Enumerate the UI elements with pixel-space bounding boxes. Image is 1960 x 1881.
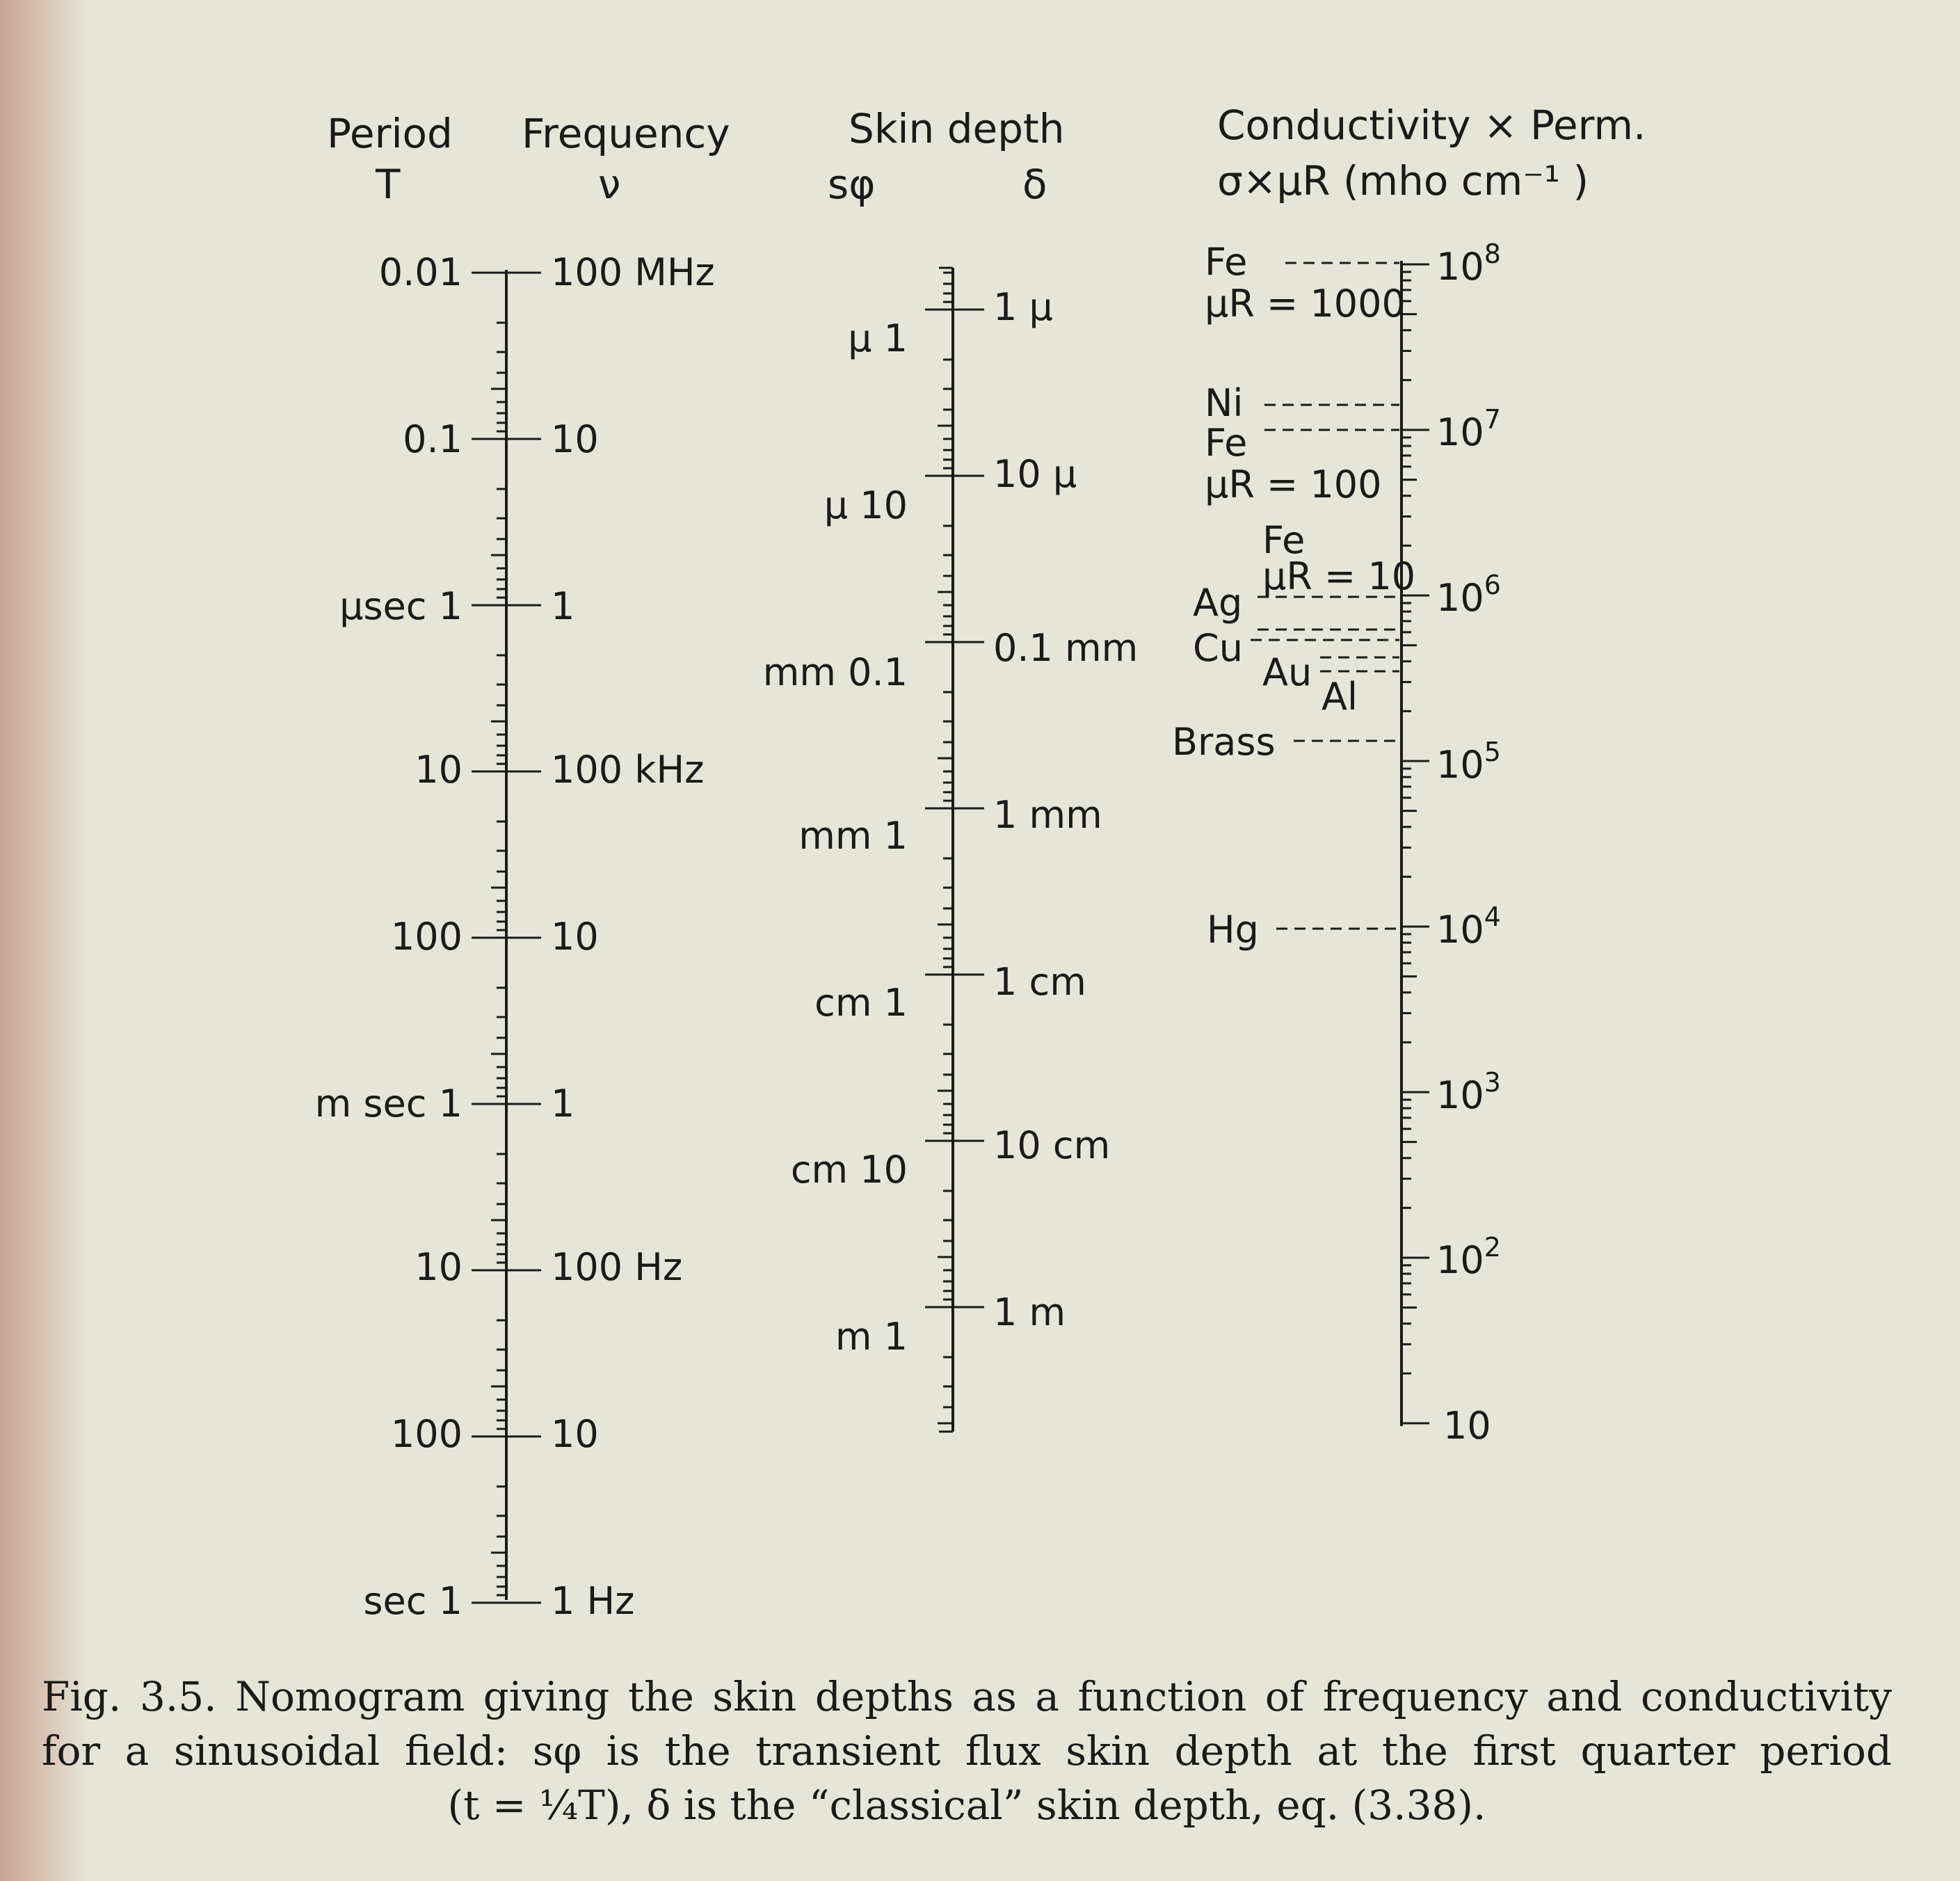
frequency-label: 10 <box>551 417 599 461</box>
frequency-label: 100 Hz <box>551 1245 683 1289</box>
delta-label: 1 μ <box>993 285 1053 329</box>
period-label: sec 1 <box>363 1579 463 1623</box>
frequency-label: 10 <box>551 1412 599 1456</box>
s-phi-label: μ 1 <box>848 317 908 360</box>
caption-line-3: (t = ¼T), δ is the “classical” skin depth, eq. (3.38). <box>447 1782 1486 1829</box>
period-symbol: T <box>376 161 401 208</box>
material-brass: Brass <box>1172 720 1276 764</box>
material-fe-1000: Fe <box>1205 240 1248 284</box>
conductivity-label: 10 <box>1443 1404 1491 1448</box>
conductivity-label: $10^4$ <box>1436 902 1501 952</box>
delta-label: 1 m <box>993 1290 1066 1334</box>
delta-label: 1 cm <box>993 960 1086 1004</box>
frequency-symbol: ν <box>598 161 621 208</box>
caption-line-2: for a sinusoidal field: sφ is the transient flux skin depth at the first quarter period <box>42 1727 1892 1775</box>
frequency-header: Frequency <box>522 110 730 157</box>
frequency-label: 100 kHz <box>551 748 705 792</box>
s-phi-label: cm 10 <box>790 1148 908 1192</box>
skin-depth-ticks <box>925 268 984 1432</box>
frequency-label: 1 <box>551 584 575 628</box>
conductivity-label: $10^7$ <box>1436 404 1501 454</box>
delta-label: 0.1 mm <box>993 626 1139 670</box>
conductivity-header: Conductivity × Perm. <box>1217 102 1646 149</box>
delta-label: 1 mm <box>993 793 1102 837</box>
s-phi-label: μ 10 <box>824 483 908 527</box>
s-phi-label: cm 1 <box>814 981 908 1025</box>
conductivity-label: $10^3$ <box>1436 1067 1501 1117</box>
period-label: 100 <box>390 1412 463 1456</box>
material-fe-10: Fe <box>1262 518 1306 562</box>
delta-label: 10 cm <box>993 1123 1111 1167</box>
material-fe-10-mu: μR = 10 <box>1262 554 1416 598</box>
frequency-label: 1 <box>551 1082 575 1126</box>
skin-depth-header: Skin depth <box>849 105 1065 152</box>
frequency-label: 100 MHz <box>551 250 715 294</box>
frequency-label: 10 <box>551 915 599 959</box>
s-phi-label: m 1 <box>835 1315 908 1359</box>
material-cu: Cu <box>1193 626 1243 670</box>
delta-label: 10 μ <box>993 452 1077 496</box>
period-label: 0.1 <box>403 417 463 461</box>
material-fe-100-mu: μR = 100 <box>1205 463 1382 506</box>
period-label: m sec 1 <box>314 1082 463 1126</box>
conductivity-symbol: σ×μR (mho cm⁻¹ ) <box>1217 157 1589 205</box>
conductivity-ticks <box>1401 264 1429 1423</box>
material-au: Au <box>1262 650 1312 694</box>
material-fe-1000-mu: μR = 1000 <box>1205 282 1406 326</box>
material-ni: Ni <box>1205 381 1244 425</box>
material-fe-100: Fe <box>1205 421 1248 465</box>
figure-caption <box>42 1670 1892 1832</box>
period-label: 0.01 <box>378 250 463 294</box>
period-label: μsec 1 <box>339 584 463 628</box>
caption-line-1: Fig. 3.5. Nomogram giving the skin depths as a function of frequency and conductivity <box>42 1673 1892 1720</box>
conductivity-label: $10^2$ <box>1436 1232 1501 1282</box>
period-label: 100 <box>390 915 463 959</box>
material-ag: Ag <box>1193 581 1243 625</box>
period-header: Period <box>327 110 453 157</box>
frequency-label: 1 Hz <box>551 1579 635 1623</box>
material-hg: Hg <box>1207 908 1259 952</box>
conductivity-label: $10^5$ <box>1436 737 1501 787</box>
period-label: 10 <box>415 748 463 792</box>
s-phi-symbol: sφ <box>828 161 876 208</box>
period-label: 10 <box>415 1245 463 1289</box>
material-al: Al <box>1322 675 1358 719</box>
conductivity-label: $10^8$ <box>1436 239 1501 289</box>
s-phi-label: mm 0.1 <box>762 650 908 694</box>
conductivity-label: $10^6$ <box>1436 570 1501 620</box>
delta-symbol: δ <box>1022 161 1047 208</box>
s-phi-label: mm 1 <box>798 814 908 858</box>
